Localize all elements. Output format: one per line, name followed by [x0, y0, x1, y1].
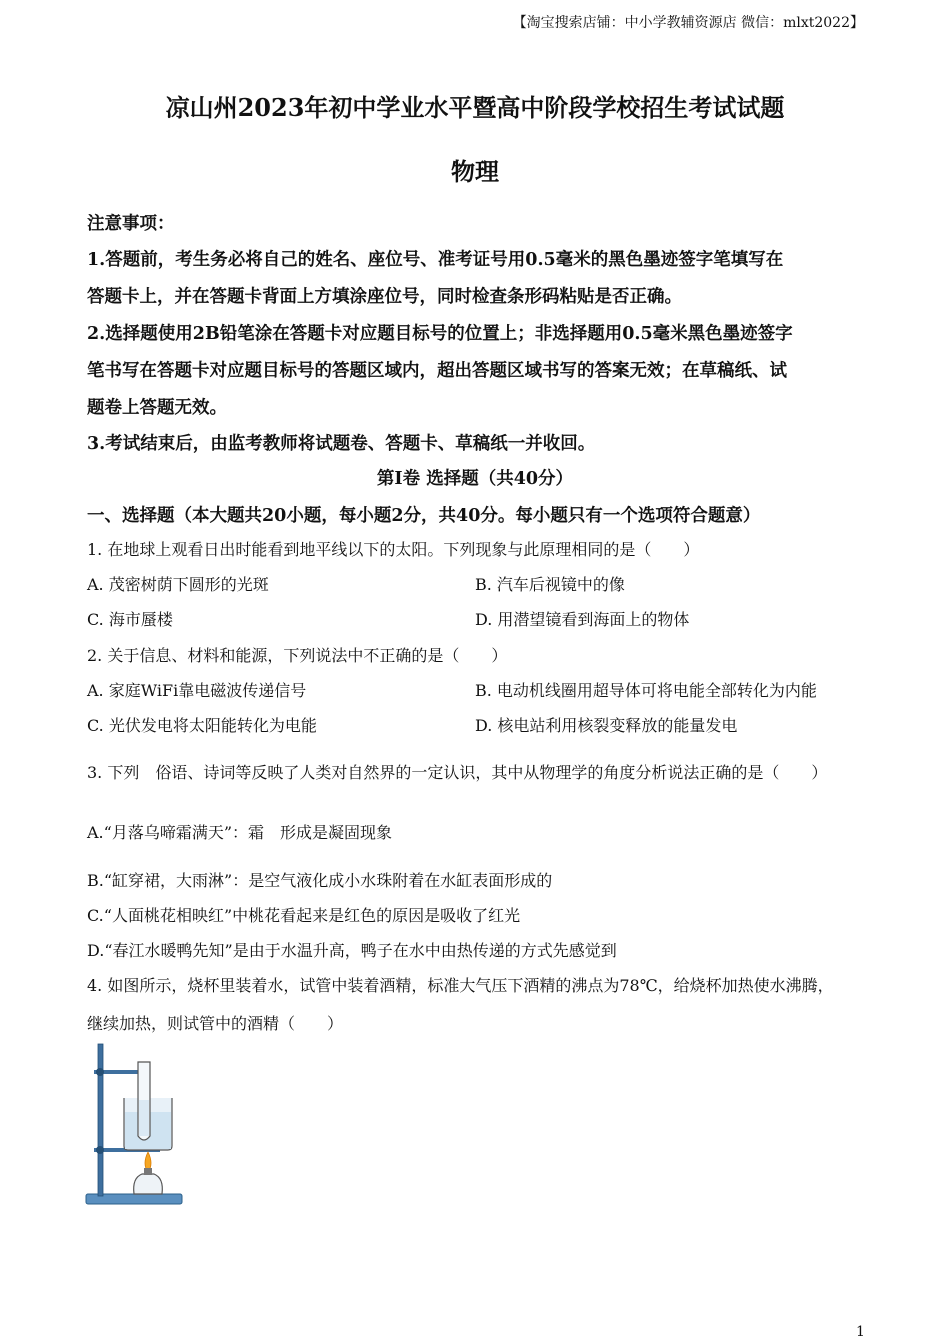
question-stem: 2. 关于信息、材料和能源，下列说法中不正确的是（ ） — [87, 646, 508, 665]
part-title: 第Ⅰ卷 选择题（共40分） — [376, 469, 574, 489]
notice-heading: 注意事项： — [87, 214, 175, 234]
question-option: B. 电动机线圈用超导体可将电能全部转化为内能 — [475, 681, 817, 700]
question-option: C.“人面桃花相映红”中桃花看起来是红色的原因是吸收了红光 — [87, 906, 521, 925]
header-note: 【淘宝搜索店铺：中小学教辅资源店 微信：mlxt2022】 — [512, 15, 864, 31]
question-stem: 继续加热，则试管中的酒精（ ） — [87, 1014, 344, 1033]
question-option: D. 用潜望镜看到海面上的物体 — [475, 610, 690, 629]
question-option: D. 核电站利用核裂变释放的能量发电 — [475, 716, 738, 735]
notice-line: 1.答题前，考生务必将自己的姓名、座位号、准考证号用0.5毫米的黑色墨迹签字笔填写在 — [87, 250, 784, 270]
notice-line: 3.考试结束后，由监考教师将试题卷、答题卡、草稿纸一并收回。 — [87, 434, 596, 454]
stand-rod — [98, 1044, 103, 1196]
apparatus-figure — [84, 1040, 188, 1210]
question-option: A. 茂密树荫下圆形的光斑 — [87, 575, 269, 594]
exam-subject: 物理 — [451, 157, 499, 186]
section-title: 一、选择题（本大题共20小题，每小题2分，共40分。每小题只有一个选项符合题意） — [87, 506, 761, 526]
notice-line: 答题卡上，并在答题卡背面上方填涂座位号，同时检查条形码粘贴是否正确。 — [87, 287, 682, 307]
exam-title: 凉山州2023年初中学业水平暨高中阶段学校招生考试试题 — [165, 93, 785, 122]
question-stem: 3. 下列 俗语、诗词等反映了人类对自然界的一定认识，其中从物理学的角度分析说法正确的是（ ） — [87, 763, 828, 782]
alcohol-burner — [134, 1174, 163, 1194]
page-number: 1 — [856, 1324, 865, 1340]
question-option: C. 海市蜃楼 — [87, 610, 173, 629]
question-option: C. 光伏发电将太阳能转化为电能 — [87, 716, 317, 735]
notice-line: 题卷上答题无效。 — [87, 398, 227, 418]
question-option: B.“缸穿裙，大雨淋”：是空气液化成小水珠附着在水缸表面形成的 — [87, 871, 553, 890]
question-stem: 4. 如图所示，烧杯里装着水，试管中装着酒精，标准大气压下酒精的沸点为78℃，给烧杯加热使水沸腾， — [87, 976, 834, 995]
question-option: A.“月落乌啼霜满天”：霜 形成是凝固现象 — [87, 823, 393, 842]
question-option: A. 家庭WiFi靠电磁波传递信号 — [87, 681, 307, 700]
question-option: D.“春江水暖鸭先知”是由于水温升高，鸭子在水中由热传递的方式先感觉到 — [87, 941, 617, 960]
question-option: B. 汽车后视镜中的像 — [475, 575, 625, 594]
notice-line: 笔书写在答题卡对应题目标号的答题区域内，超出答题区域书写的答案无效；在草稿纸、试 — [87, 361, 787, 381]
notice-line: 2.选择题使用2B铅笔涂在答题卡对应题目标号的位置上；非选择题用0.5毫米黑色墨迹签字 — [87, 324, 793, 344]
question-stem: 1. 在地球上观看日出时能看到地平线以下的太阳。下列现象与此原理相同的是（ ） — [87, 540, 700, 559]
